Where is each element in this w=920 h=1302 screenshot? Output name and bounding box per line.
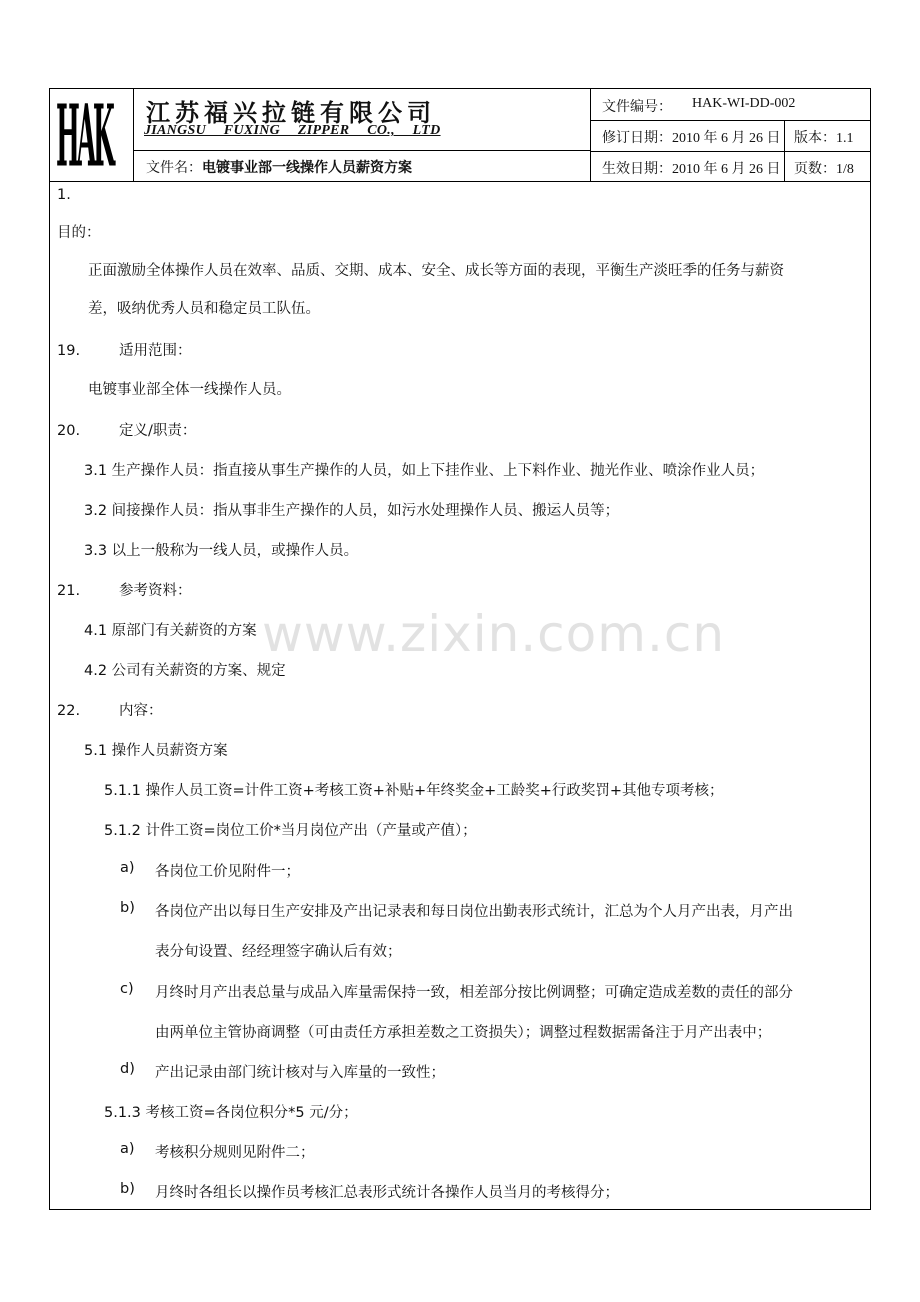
section-5-number: 22. [57, 703, 81, 719]
item-3-2: 3.2 间接操作人员：指从事非生产操作的人员，如污水处理操作人员、搬运人员等； [84, 503, 620, 519]
section-3-title: 定义/职责： [119, 423, 197, 439]
grid-divider [590, 151, 871, 152]
section-2-paragraph: 电镀事业部全体一线操作人员。 [88, 382, 291, 398]
section-3-heading [57, 419, 196, 440]
section-3-number: 20. [57, 423, 81, 439]
item-5-1-3: 5.1.3 考核工资=各岗位积分*5 元/分； [104, 1105, 358, 1121]
section-4-number: 21. [57, 583, 81, 599]
company-name-en: JIANGSU FUXING ZIPPER CO., LTD [144, 123, 441, 138]
grid-divider [590, 89, 591, 182]
revise-date: 修订日期：2010 年 6 月 26 日 [602, 131, 781, 146]
section-5-heading [57, 699, 163, 720]
item-3-1: 3.1 生产操作人员：指直接从事生产操作的人员，如上下挂作业、上下料作业、抛光作业、喷涂作业人员； [84, 463, 765, 479]
list-label-c: c) [120, 981, 134, 997]
section-5-title: 内容： [119, 703, 163, 719]
file-name-value: 电镀事业部一线操作人员薪资方案 [202, 160, 412, 176]
document-header [49, 85, 871, 186]
section-1-paragraph-cont: 差，吸纳优秀人员和稳定员工队伍。 [88, 301, 320, 317]
item-5-1-1: 5.1.1 操作人员工资=计件工资+考核工资+补贴+年终奖金+工龄奖+行政奖罚+其他专项考核； [104, 783, 724, 799]
list-item-c-cont: 由两单位主管协商调整（可由责任方承担差数之工资损失）；调整过程数据需备注于月产出表中； [155, 1025, 772, 1041]
list-item-b-cont: 表分旬设置、经经理签字确认后有效； [155, 944, 402, 960]
list-item-b-2: 月终时各组长以操作员考核汇总表形式统计各操作人员当月的考核得分； [155, 1185, 619, 1201]
list-label-a-2: a) [120, 1141, 135, 1157]
item-5-1: 5.1 操作人员薪资方案 [84, 743, 228, 759]
section-4-title: 参考资料： [119, 583, 192, 599]
section-2-number: 19. [57, 343, 81, 359]
item-4-2: 4.2 公司有关薪资的方案、规定 [84, 663, 286, 679]
company-name-cn: 江苏福兴拉链有限公司 [146, 99, 436, 127]
company-cell [134, 89, 590, 151]
section-4-heading [57, 579, 192, 600]
list-label-b: b) [120, 900, 135, 916]
item-4-1: 4.1 原部门有关薪资的方案 [84, 623, 257, 639]
list-label-d: d) [120, 1061, 135, 1077]
section-2-title: 适用范围： [119, 343, 192, 359]
list-item-a-2: 考核积分规则见附件二； [155, 1145, 315, 1161]
page-count: 页数：1/8 [794, 162, 854, 177]
document-body [49, 181, 871, 1210]
list-item-a: 各岗位工价见附件一； [155, 864, 300, 880]
watermark: www.zixin.com.cn [262, 605, 726, 663]
doc-number-label: 文件编号： [602, 99, 672, 115]
section-1-number: 1. [57, 187, 71, 203]
effective-date: 生效日期：2010 年 6 月 26 日 [602, 162, 781, 177]
list-item-d: 产出记录由部门统计核对与入库量的一致性； [155, 1065, 445, 1081]
list-label-b-2: b) [120, 1181, 135, 1197]
file-name-label: 文件名： [146, 160, 202, 176]
logo-cell [50, 85, 134, 186]
version: 版本：1.1 [794, 131, 854, 146]
item-5-1-2: 5.1.2 计件工资=岗位工价*当月岗位产出（产量或产值）； [104, 823, 477, 839]
item-3-3: 3.3 以上一般称为一线人员，或操作人员。 [84, 543, 359, 559]
section-1-paragraph: 正面激励全体操作人员在效率、品质、交期、成本、安全、成长等方面的表现，平衡生产淡旺季的任务与薪资 [88, 263, 784, 279]
file-name-cell [134, 151, 590, 182]
list-item-b: 各岗位产出以每日生产安排及产出记录表和每日岗位出勤表形式统计，汇总为个人月产出表，月产出 [155, 904, 793, 920]
company-logo: HAK [56, 85, 112, 186]
grid-divider [590, 120, 871, 121]
list-item-c: 月终时月产出表总量与成品入库量需保持一致，相差部分按比例调整；可确定造成差数的责任的部分 [155, 985, 793, 1001]
section-2-heading [57, 339, 192, 360]
doc-number-value: HAK-WI-DD-002 [692, 96, 796, 111]
section-1-title: 目的： [57, 225, 101, 241]
list-label-a: a) [120, 860, 135, 876]
